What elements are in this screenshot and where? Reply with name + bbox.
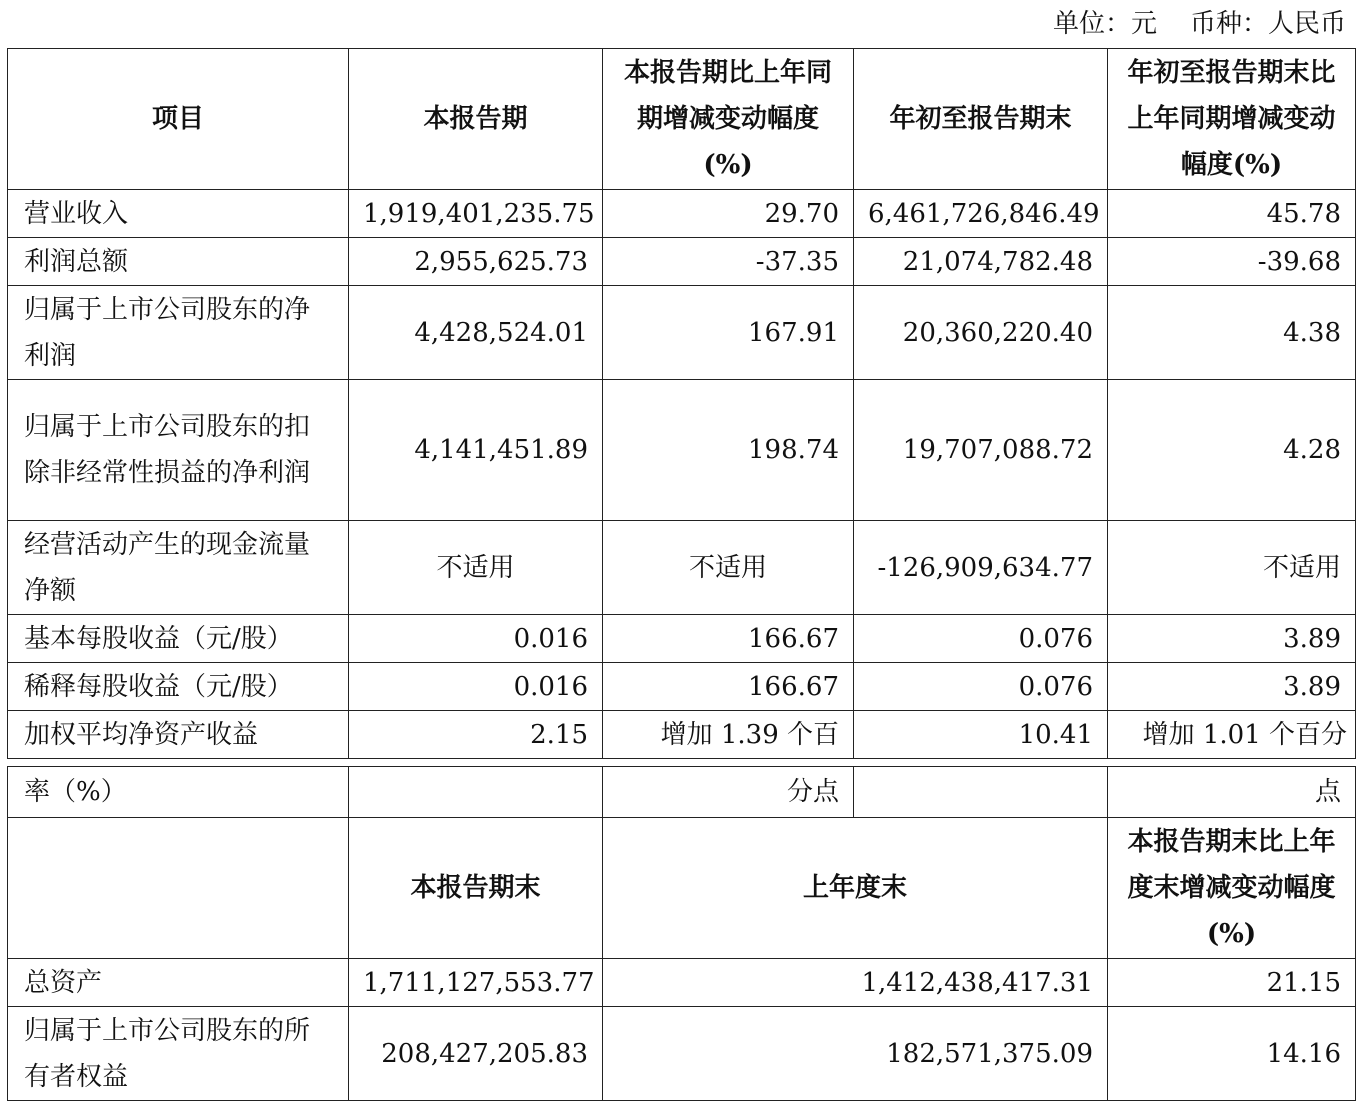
header-period-end-change: 本报告期末比上年度末增减变动幅度(%) <box>1108 818 1356 959</box>
cell-change: 21.15 <box>1108 959 1356 1007</box>
cell-ytd-change: 点 <box>1108 767 1356 818</box>
cell-ytd: 0.076 <box>854 615 1108 663</box>
cell-current-change: 增加 1.39 个百 <box>603 711 854 759</box>
header-ytd-change: 年初至报告期末比上年同期增减变动幅度(%) <box>1108 49 1356 190</box>
cell-current-change: 29.70 <box>603 190 854 238</box>
table-row <box>8 380 1356 521</box>
cell-current: 0.016 <box>349 663 603 711</box>
cell-ytd: 20,360,220.40 <box>854 286 1108 380</box>
cell-current: 4,141,451.89 <box>349 380 603 521</box>
header-prior-year-end: 上年度末 <box>603 818 1108 959</box>
cell-current <box>349 767 603 818</box>
table-row <box>8 286 1356 380</box>
row-label: 加权平均净资产收益 <box>8 711 349 759</box>
header-period-end: 本报告期末 <box>349 818 603 959</box>
unit-currency-note: 单位：元 币种：人民币 <box>1052 9 1346 39</box>
table-row <box>8 711 1356 759</box>
table-row-continuation <box>8 767 1356 818</box>
cell-ytd: 10.41 <box>854 711 1108 759</box>
cell-current-change: 不适用 <box>603 521 854 615</box>
cell-current-change: 166.67 <box>603 615 854 663</box>
cell-current-change: 166.67 <box>603 663 854 711</box>
cell-ytd-change: 3.89 <box>1108 663 1356 711</box>
row-label: 总资产 <box>8 959 349 1007</box>
cell-ytd-change: 4.38 <box>1108 286 1356 380</box>
cell-ytd: 6,461,726,846.49 <box>854 190 1108 238</box>
cell-current: 2,955,625.73 <box>349 238 603 286</box>
cell-ytd-change: 4.28 <box>1108 380 1356 521</box>
cell-ytd: 0.076 <box>854 663 1108 711</box>
cell-prior-year-end: 182,571,375.09 <box>603 1007 1108 1101</box>
cell-ytd-change: 增加 1.01 个百分 <box>1108 711 1356 759</box>
table-row <box>8 663 1356 711</box>
cell-prior-year-end: 1,412,438,417.31 <box>603 959 1108 1007</box>
cell-ytd-change: 3.89 <box>1108 615 1356 663</box>
cell-current-change: -37.35 <box>603 238 854 286</box>
cell-current: 不适用 <box>349 521 603 615</box>
row-label: 利润总额 <box>8 238 349 286</box>
header-ytd: 年初至报告期末 <box>854 49 1108 190</box>
header-item-empty <box>8 818 349 959</box>
cell-ytd: -126,909,634.77 <box>854 521 1108 615</box>
cell-current: 4,428,524.01 <box>349 286 603 380</box>
cell-current-change: 198.74 <box>603 380 854 521</box>
cell-ytd: 19,707,088.72 <box>854 380 1108 521</box>
row-label: 归属于上市公司股东的所有者权益 <box>8 1007 349 1101</box>
cell-ytd: 21,074,782.48 <box>854 238 1108 286</box>
cell-ytd <box>854 767 1108 818</box>
cell-period-end: 1,711,127,553.77 <box>349 959 603 1007</box>
table-row <box>8 959 1356 1007</box>
row-label: 归属于上市公司股东的扣除非经常性损益的净利润 <box>8 380 349 521</box>
financial-data-table <box>7 48 1356 759</box>
cell-period-end: 208,427,205.83 <box>349 1007 603 1101</box>
header-current-period: 本报告期 <box>349 49 603 190</box>
row-label: 稀释每股收益（元/股） <box>8 663 349 711</box>
header-item: 项目 <box>8 49 349 190</box>
table-header-row <box>8 818 1356 959</box>
table-row <box>8 238 1356 286</box>
cell-ytd-change: 45.78 <box>1108 190 1356 238</box>
cell-current: 0.016 <box>349 615 603 663</box>
cell-change: 14.16 <box>1108 1007 1356 1101</box>
header-current-change: 本报告期比上年同期增减变动幅度(%) <box>603 49 854 190</box>
cell-ytd-change: -39.68 <box>1108 238 1356 286</box>
balance-sheet-table <box>7 766 1356 1101</box>
table-row <box>8 190 1356 238</box>
table-row <box>8 521 1356 615</box>
row-label: 基本每股收益（元/股） <box>8 615 349 663</box>
row-label: 归属于上市公司股东的净利润 <box>8 286 349 380</box>
row-label: 营业收入 <box>8 190 349 238</box>
cell-current: 2.15 <box>349 711 603 759</box>
table-header-row <box>8 49 1356 190</box>
row-label: 经营活动产生的现金流量净额 <box>8 521 349 615</box>
cell-current-change: 分点 <box>603 767 854 818</box>
cell-ytd-change: 不适用 <box>1108 521 1356 615</box>
table-row <box>8 1007 1356 1101</box>
cell-current-change: 167.91 <box>603 286 854 380</box>
row-label: 率（%） <box>8 767 349 818</box>
cell-current: 1,919,401,235.75 <box>349 190 603 238</box>
table-row <box>8 615 1356 663</box>
